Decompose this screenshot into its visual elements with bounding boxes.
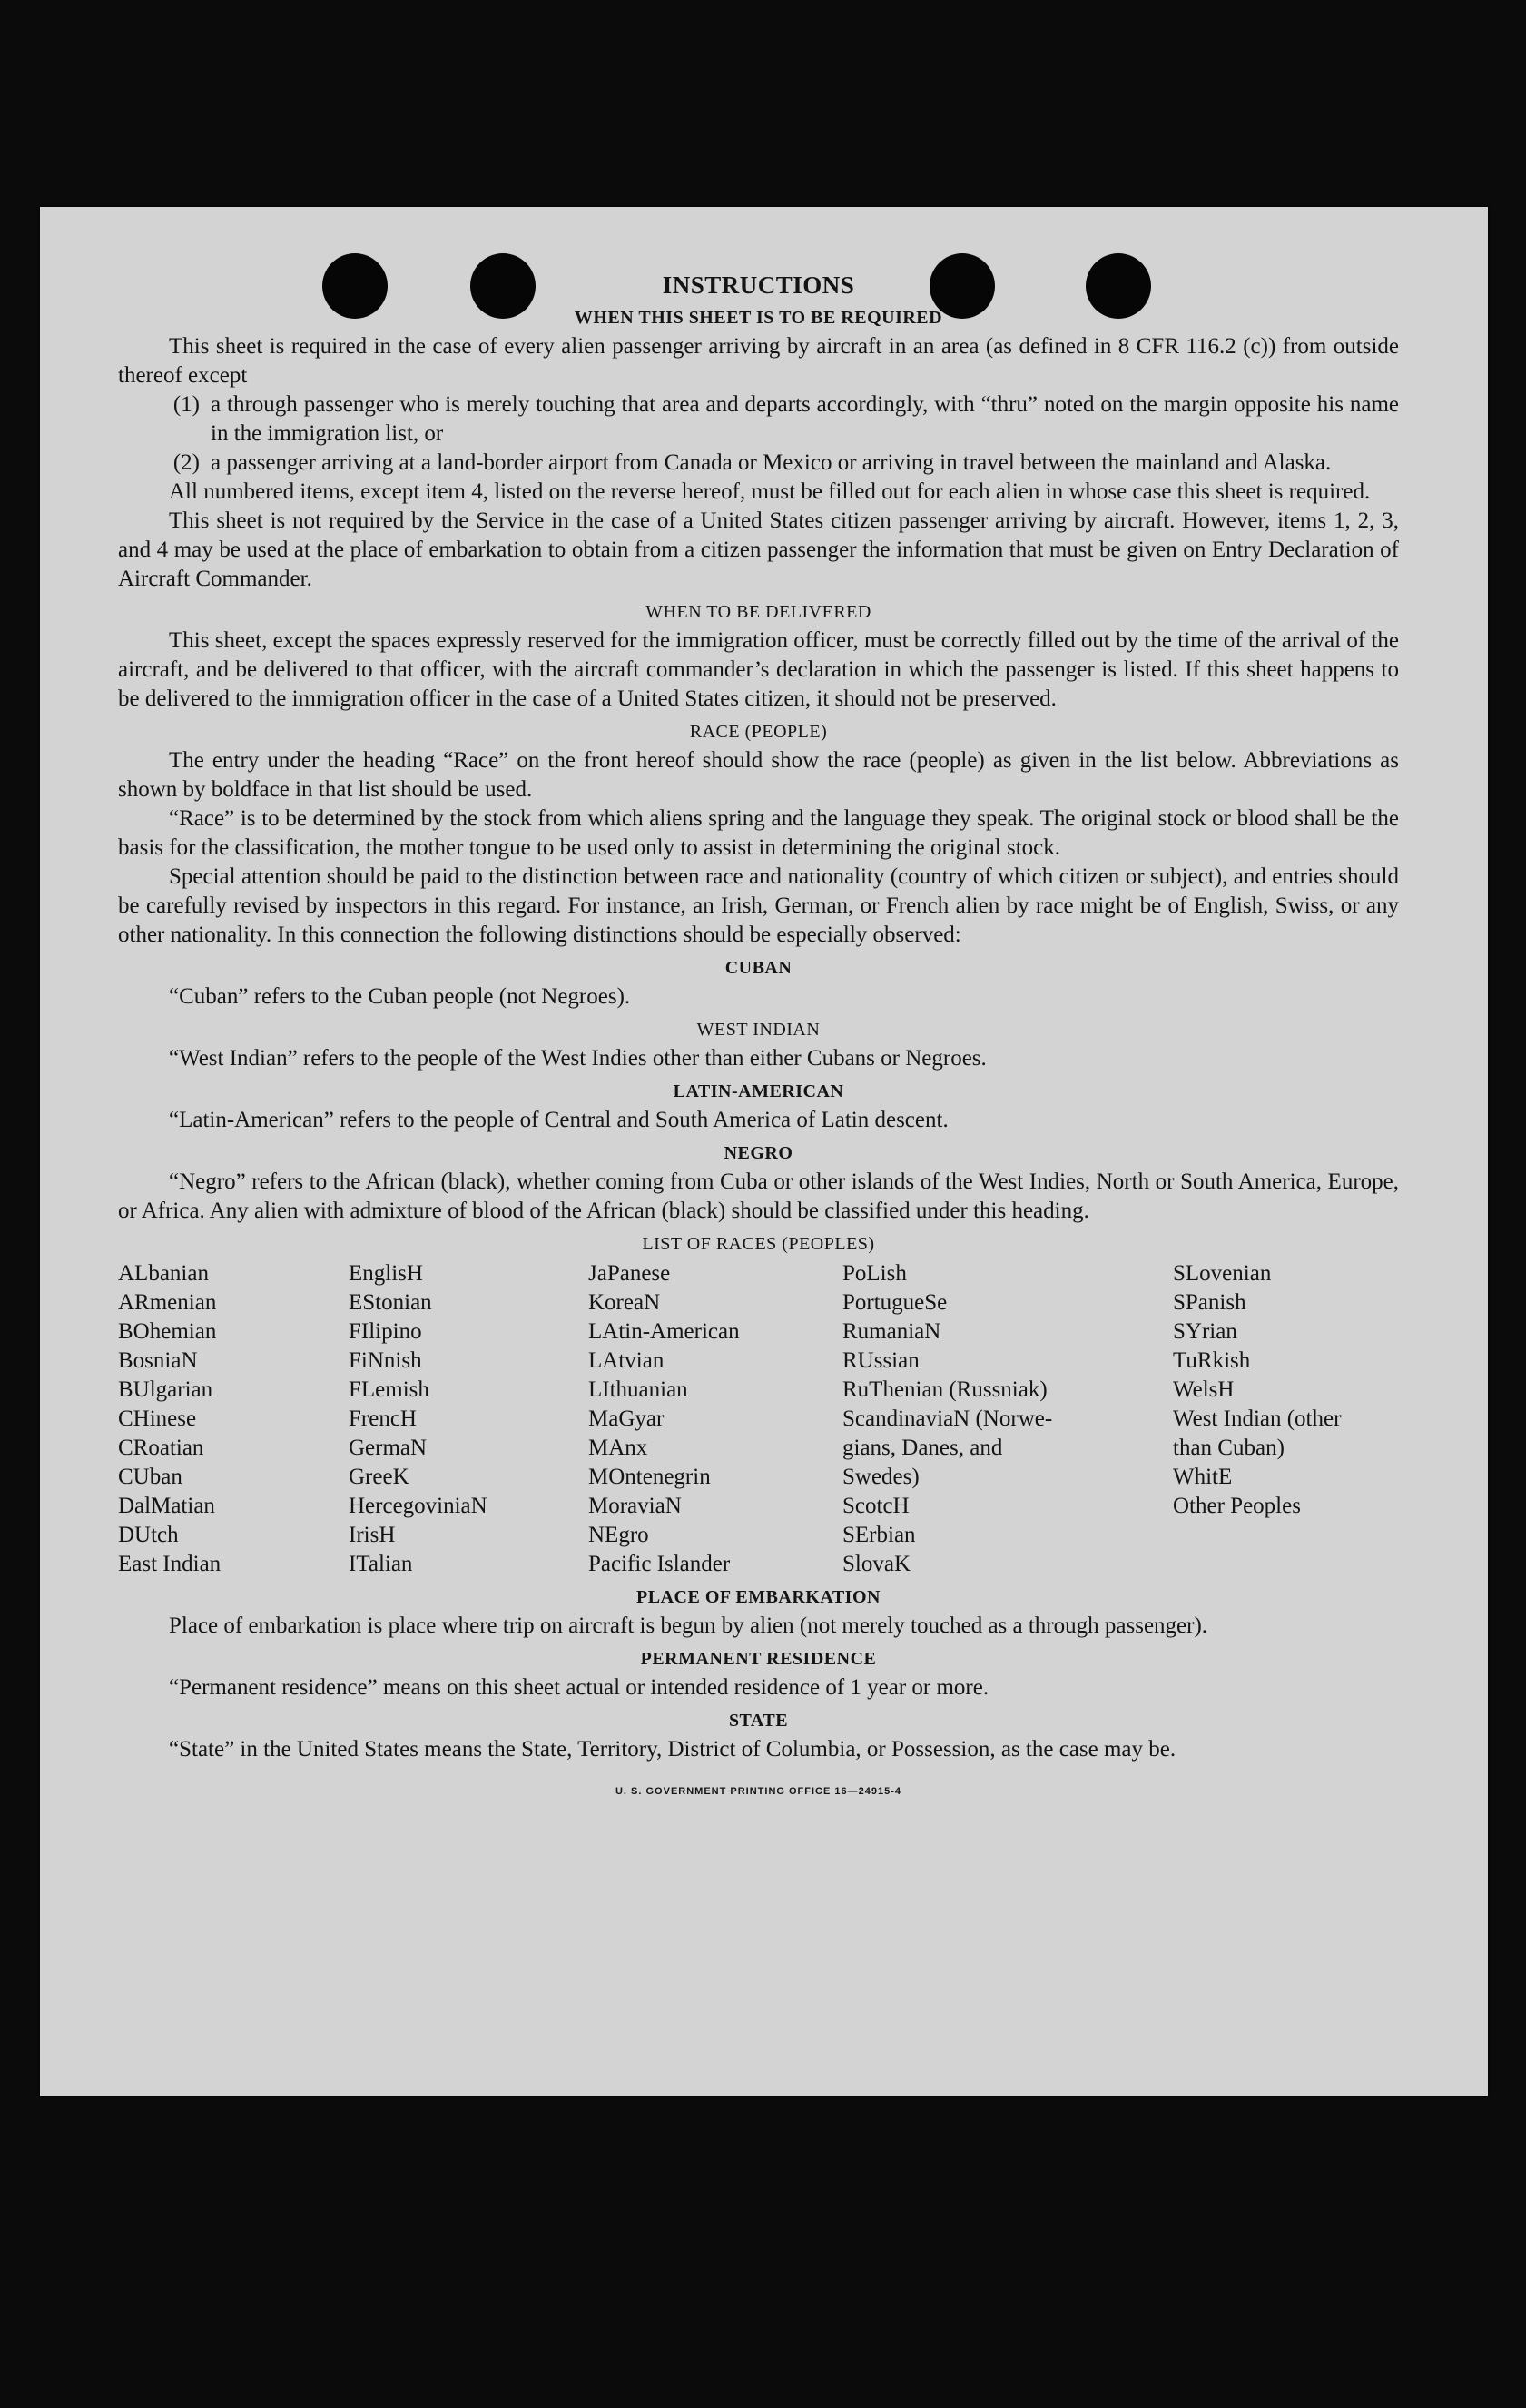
race-entry: WelsH — [1173, 1377, 1235, 1402]
race-entry: SLovenian — [1173, 1261, 1272, 1286]
race-entry: MaGyar — [588, 1406, 665, 1431]
race-entry: MOntenegrin — [588, 1465, 711, 1489]
instructions-title: INSTRUCTIONS — [662, 271, 855, 299]
race-entry: PoLish — [842, 1261, 907, 1286]
race-stock-paragraph: “Race” is to be determined by the stock from which aliens spring and the language they speak. The original stock or blood shall be the basis for the classification, the mother tongue to be used only to assist in determining the original stock. — [118, 806, 1399, 860]
heading-state: STATE — [728, 1711, 789, 1731]
races-column — [1173, 1259, 1399, 1579]
exception-item — [118, 449, 1399, 478]
race-entry: EnglisH — [349, 1261, 423, 1286]
race-entry: FrencH — [349, 1406, 417, 1431]
west-indian-text: “West Indian” refers to the people of the West Indies other than either Cubans or Negroes. — [169, 1046, 987, 1071]
race-paragraph: The entry under the heading “Race” on the front hereof should show the race (people) as given in the list below. Abbreviations as shown by boldface in that list should be used. — [118, 748, 1399, 802]
heading-when-required: WHEN THIS SHEET IS TO BE REQUIRED — [574, 308, 943, 328]
race-entry: RumaniaN — [842, 1319, 941, 1344]
race-entry: BOhemian — [118, 1319, 217, 1344]
heading-embarkation: PLACE OF EMBARKATION — [636, 1587, 881, 1607]
races-column — [118, 1259, 349, 1579]
race-entry: GreeK — [349, 1465, 409, 1489]
race-entry: JaPanese — [588, 1261, 671, 1286]
heading-cuban: CUBAN — [724, 958, 793, 978]
race-entry: MAnx — [588, 1436, 648, 1460]
race-entry: LIthuanian — [588, 1377, 688, 1402]
heading-permanent-residence: PERMANENT RESIDENCE — [640, 1649, 877, 1669]
embarkation-text: Place of embarkation is place where trip on aircraft is begun by alien (not merely touched as a through passenger). — [169, 1614, 1208, 1638]
race-entry: ARmenian — [118, 1290, 217, 1315]
race-entry: LAtin-American — [588, 1319, 740, 1344]
race-entry: SlovaK — [842, 1552, 911, 1576]
race-entry: IrisH — [349, 1523, 396, 1547]
race-entry: gians, Danes, and — [842, 1436, 1003, 1460]
race-entry: CUban — [118, 1465, 182, 1489]
race-entry: ITalian — [349, 1552, 413, 1576]
race-entry: GermaN — [349, 1436, 428, 1460]
exception-item — [118, 390, 1399, 449]
item-text: a through passenger who is merely touching that area and departs accordingly, with “thru” noted on the margin opposite his name in the immigration list, or — [211, 392, 1399, 446]
race-entry: West Indian (other — [1173, 1406, 1342, 1431]
race-entry: KoreaN — [588, 1290, 661, 1315]
race-entry: ALbanian — [118, 1261, 209, 1286]
race-entry: Pacific Islander — [588, 1552, 731, 1576]
race-entry: CHinese — [118, 1406, 197, 1431]
races-column — [588, 1259, 842, 1579]
race-entry: SYrian — [1173, 1319, 1237, 1344]
heading-list-of-races: LIST OF RACES (PEOPLES) — [642, 1234, 875, 1254]
heading-west-indian: WEST INDIAN — [696, 1020, 821, 1040]
race-entry: LAtvian — [588, 1348, 665, 1373]
delivered-paragraph: This sheet, except the spaces expressly reserved for the immigration officer, must be correctly filled out by the time of the arrival of the aircraft, and be delivered to that officer, with the aircraft commander’s declaration in which the passenger is listed. If this sheet happens to be delivered to the immigration officer in the case of a United States citizen, it should not be preserved. — [118, 628, 1399, 711]
race-entry: CRoatian — [118, 1436, 204, 1460]
race-entry: than Cuban) — [1173, 1436, 1285, 1460]
race-entry: WhitE — [1173, 1465, 1233, 1489]
race-entry: TuRkish — [1173, 1348, 1251, 1373]
race-entry: FiNnish — [349, 1348, 422, 1373]
race-entry: ScotcH — [842, 1494, 910, 1518]
item-number: (1) — [172, 392, 200, 417]
heading-latin-american: LATIN-AMERICAN — [673, 1081, 844, 1101]
race-entry: East Indian — [118, 1552, 222, 1576]
race-entry: NEgro — [588, 1523, 649, 1547]
numbered-items-paragraph: All numbered items, except item 4, listed on the reverse hereof, must be filled out for each alien in whose case this sheet is required. — [169, 479, 1371, 504]
race-entry: DUtch — [118, 1523, 179, 1547]
race-entry: BosniaN — [118, 1348, 198, 1373]
races-column — [349, 1259, 588, 1579]
item-number: (2) — [172, 450, 200, 475]
races-table — [118, 1259, 1399, 1579]
state-text: “State” in the United States means the State, Territory, District of Columbia, or Possession, as the case may be. — [169, 1737, 1176, 1762]
negro-text: “Negro” refers to the African (black), whether coming from Cuba or other islands of the West Indies, North or South America, Europe, or Africa. Any alien with admixture of blood of the African (black) should be classified under this heading. — [118, 1169, 1399, 1223]
races-column — [842, 1259, 1173, 1579]
race-entry: PortugueSe — [842, 1290, 948, 1315]
printing-office-footer: U. S. GOVERNMENT PRINTING OFFICE 16—24915-4 — [615, 1786, 901, 1797]
race-entry: EStonian — [349, 1290, 432, 1315]
race-entry: MoraviaN — [588, 1494, 682, 1518]
race-entry: HercegoviniaN — [349, 1494, 487, 1518]
latin-american-text: “Latin-American” refers to the people of Central and South America of Latin descent. — [169, 1108, 949, 1132]
citizen-paragraph: This sheet is not required by the Service in the case of a United States citizen passenger arriving by aircraft. However, items 1, 2, 3, and 4 may be used at the place of embarkation to obtain from a citizen passenger the information that must be given on Entry Declaration of Aircraft Commander. — [118, 508, 1399, 591]
document-sheet — [40, 207, 1488, 2096]
instructions-content — [118, 271, 1399, 1806]
heading-when-delivered: WHEN TO BE DELIVERED — [645, 602, 871, 622]
race-entry: SErbian — [842, 1523, 916, 1547]
heading-race: RACE (PEOPLE) — [689, 722, 828, 742]
race-entry: DalMatian — [118, 1494, 215, 1518]
residence-text: “Permanent residence” means on this sheet actual or intended residence of 1 year or more. — [169, 1675, 989, 1700]
item-text: a passenger arriving at a land-border airport from Canada or Mexico or arriving in travel between the mainland and Alaska. — [211, 450, 1332, 475]
race-entry: FIlipino — [349, 1319, 422, 1344]
required-paragraph: This sheet is required in the case of every alien passenger arriving by aircraft in an area (as defined in 8 CFR 116.2 (c)) from outside thereof except — [118, 334, 1399, 388]
race-nationality-paragraph: Special attention should be paid to the distinction between race and nationality (country of which citizen or subject), and entries should be carefully revised by inspectors in this regard. For instance, an Irish, German, or French alien by race might be of English, Swiss, or any other nationality. In this connection the following distinctions should be especially observed: — [118, 864, 1399, 947]
race-entry: Swedes) — [842, 1465, 920, 1489]
race-entry: ScandinaviaN (Norwe- — [842, 1406, 1053, 1431]
race-entry: SPanish — [1173, 1290, 1246, 1315]
cuban-text: “Cuban” refers to the Cuban people (not Negroes). — [169, 984, 631, 1009]
race-entry: Other Peoples — [1173, 1494, 1301, 1518]
race-entry: BUlgarian — [118, 1377, 213, 1402]
race-entry: RuThenian (Russniak) — [842, 1377, 1048, 1402]
race-entry: RUssian — [842, 1348, 920, 1373]
race-entry: FLemish — [349, 1377, 429, 1402]
heading-negro: NEGRO — [724, 1143, 793, 1163]
